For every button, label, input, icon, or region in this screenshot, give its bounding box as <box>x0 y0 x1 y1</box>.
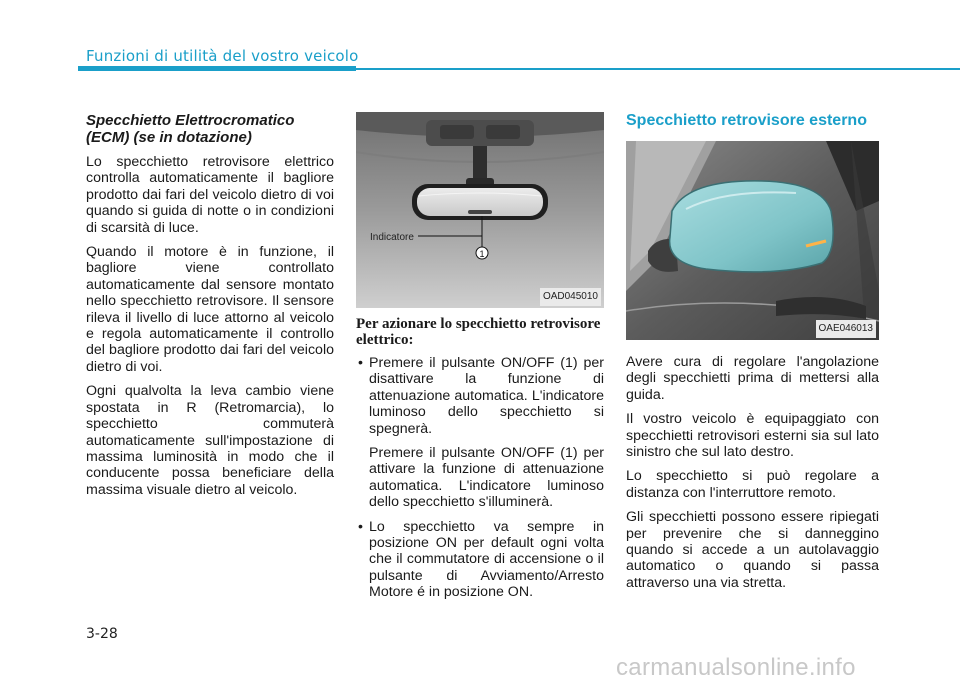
operation-list <box>356 355 604 601</box>
outside-mirror-title: Specchietto retrovisore esterno <box>626 112 867 129</box>
operation-subtitle: Per azionare lo specchietto retrovisore elettrico: <box>356 316 601 348</box>
ecm-paragraph-2: Quando il motore è in funzione, il bagliore viene controllato automaticamente dal sensore montato nello specchietto retrovisore. Il sensore rileva il livello di luce attorno al veicolo e regola automaticamente il controllo del bagliore prodotto dai fari del veicolo dietro di voi. <box>86 244 334 375</box>
indicator-label: Indicatore <box>370 232 414 243</box>
ecm-paragraph-1: Lo specchietto retrovisore elettrico controlla automaticamente il bagliore prodotto dai fari del veicolo dietro di voi quando si guida di notte o in condizioni di scarsità di luce. <box>86 154 334 236</box>
ecm-section-title: Specchietto Elettrocromatico (ECM) (se in dotazione) <box>86 112 295 146</box>
outside-mirror-illustration <box>626 141 879 340</box>
section-header-title: Funzioni di utilità del vostro veicolo <box>86 47 359 65</box>
outside-mirror-figure <box>626 141 879 340</box>
rearview-mirror-illustration <box>356 112 604 308</box>
outside-mirror-paragraph-1: Avere cura di regolare l'angolazione degli specchietti prima di mettersi alla guida. <box>626 354 879 403</box>
figure-code: OAD045010 <box>540 288 601 306</box>
column-right <box>626 112 879 599</box>
bullet-1-text-1: • Premere il pulsante ON/OFF (1) per disattivare la funzione di attenuazione automatica. L'indicatore luminoso dello specchietto si spegnerà. <box>369 355 604 437</box>
page-number: 3-28 <box>86 626 118 642</box>
ecm-paragraph-3: Ogni qualvolta la leva cambio viene spostata in R (Retromarcia), lo specchietto commuterà automaticamente sull'impostazione di massima luminosità in modo che il conducente possa beneficiare della massima visuale dietro al veicolo. <box>86 383 334 498</box>
list-item <box>356 355 604 511</box>
column-middle <box>356 112 604 609</box>
header-rule-thin <box>356 68 960 70</box>
outside-mirror-paragraph-2: Il vostro veicolo è equipaggiato con specchietti retrovisori esterni sia sul lato sinistro che sul lato destro. <box>626 411 879 461</box>
bullet-2-text: • Lo specchietto va sempre in posizione ON per default ogni volta che il commutatore di accensione o il pulsante di Avviamento/Arresto Motore é in posizione ON. <box>369 518 604 601</box>
bullet-1-text-2: Premere il pulsante ON/OFF (1) per attivare la funzione di attenuazione automatica. L'indicatore luminoso dello specchietto s'illuminerà. <box>369 445 604 511</box>
figure-code: OAE046013 <box>816 320 877 338</box>
rearview-mirror-figure <box>356 112 604 308</box>
watermark-text: carmanualsonline.info <box>616 654 856 681</box>
list-item <box>356 519 604 601</box>
outside-mirror-paragraph-3: Lo specchietto si può regolare a distanza con l'interruttore remoto. <box>626 468 879 501</box>
outside-mirror-paragraph-4: Gli specchietti possono essere ripiegati per prevenire che si danneggino quando si accede a un autolavaggio automatico o quando si passa attraverso una via stretta. <box>626 509 879 591</box>
column-left <box>86 112 334 506</box>
callout-number: 1 <box>479 249 485 259</box>
header-rule-thick <box>78 66 356 71</box>
